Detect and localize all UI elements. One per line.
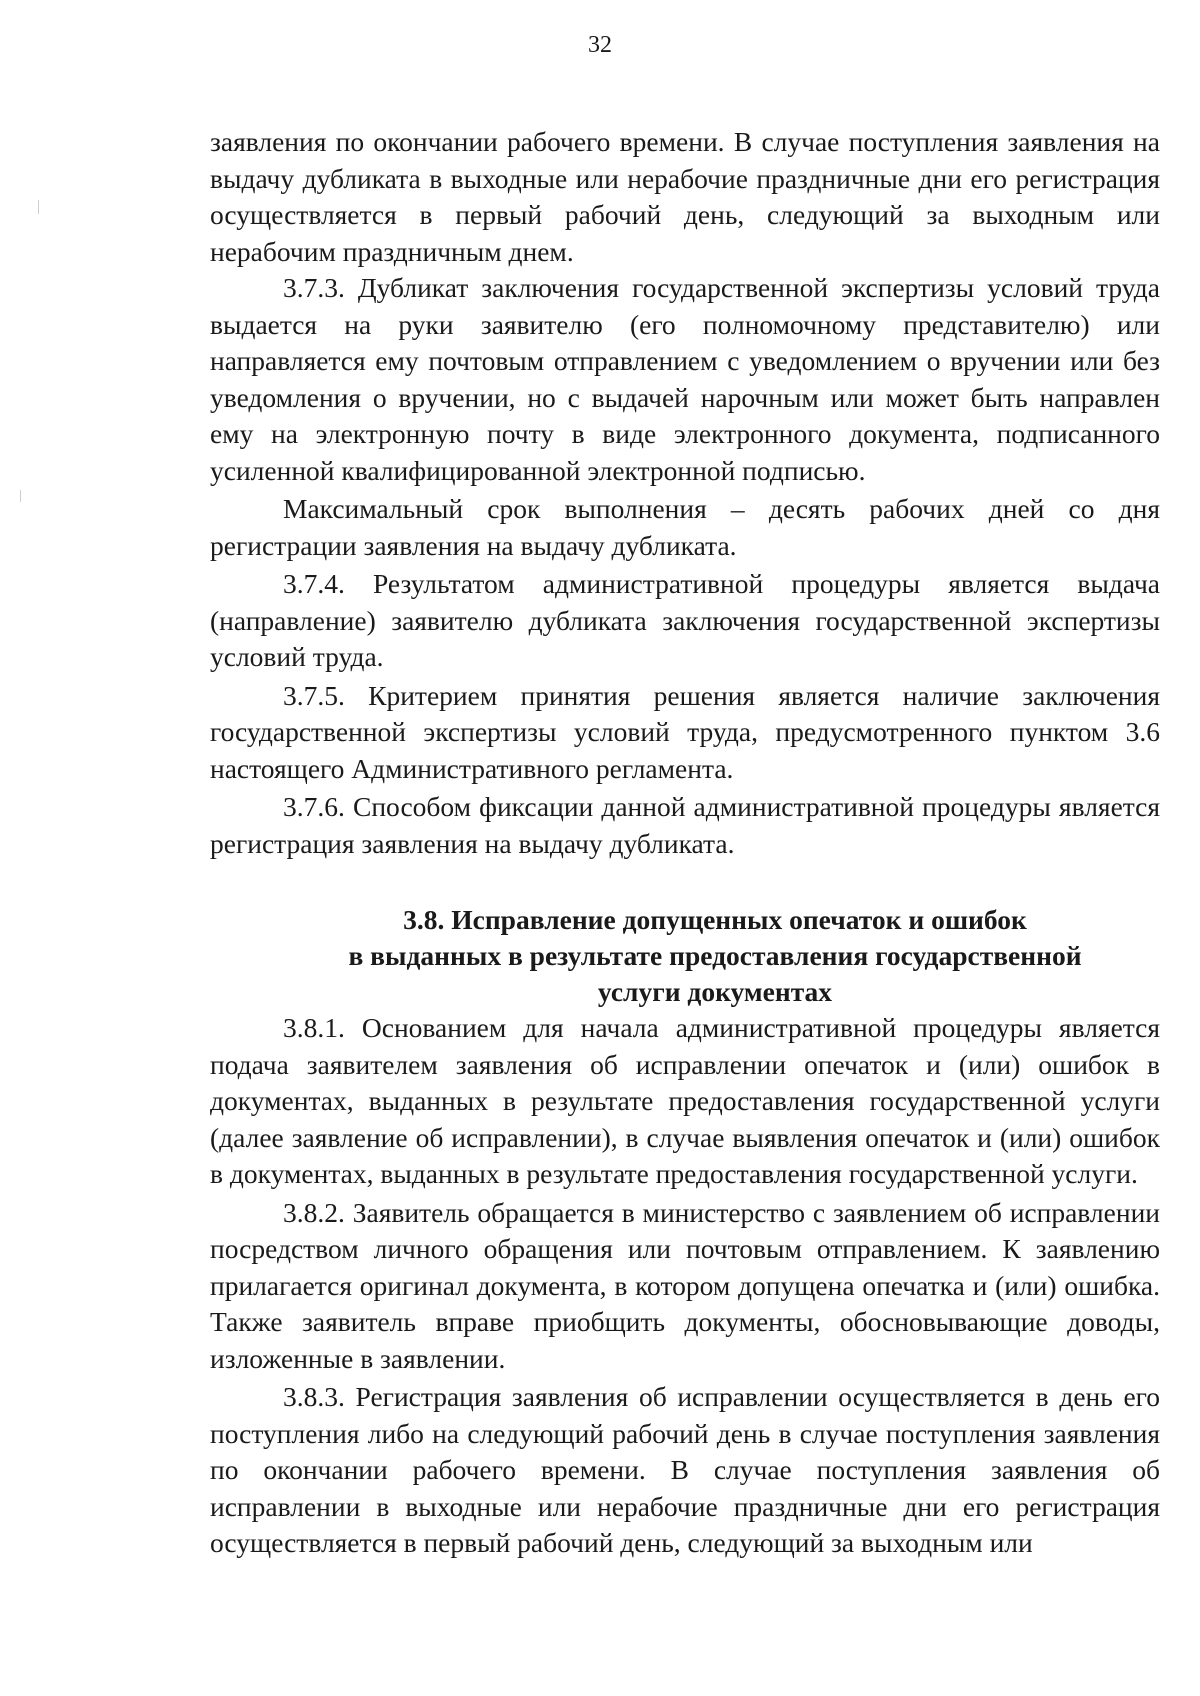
paragraph-3-7-3: 3.7.3. Дубликат заключения государственной экспертизы условий труда выдается на руки заявителю (его полномочному представителю) или направляется ему почтовым отправлением с уведомлением о вручении или без уведомления о вручении, но с выдачей нарочным или может быть направлен ему на электронную почту в виде электронного документа, подписанного усиленной квалифицированной электронной подписью. <box>210 272 1160 486</box>
scan-margin-mark <box>20 490 21 502</box>
paragraph-3-7-5: 3.7.5. Критерием принятия решения является наличие заключения государственной экспертизы условий труда, предусмотренного пунктом 3.6 настоящего Административного регламента. <box>210 679 1160 784</box>
paragraph-max-term: Максимальный срок выполнения – десять рабочих дней со дня регистрации заявления на выдачу дубликата. <box>210 493 1160 561</box>
section-heading-line: в выданных в результате предоставления государственной <box>348 940 1082 971</box>
scan-margin-mark <box>38 200 39 214</box>
paragraph-3-7-4: 3.7.4. Результатом административной процедуры является выдача (направление) заявителю дубликата заключения государственной экспертизы условий труда. <box>210 568 1160 672</box>
section-heading-line: 3.8. Исправление допущенных опечаток и ошибок <box>403 904 1027 935</box>
paragraph-3-8-3: 3.8.3. Регистрация заявления об исправлении осуществляется в день его поступления либо на следующий рабочий день в случае поступления заявления по окончании рабочего времени. В случае поступления заявления об исправлении в выходные или нерабочие праздничные дни его регистрация осуществляется в первый рабочий день, следующий за выходным или <box>210 1381 1160 1558</box>
section-heading-line: услуги документах <box>597 976 833 1007</box>
paragraph-3-7-6: 3.7.6. Способом фиксации данной административной процедуры является регистрация заявления на выдачу дубликата. <box>210 791 1160 859</box>
document-body <box>210 124 1160 1562</box>
paragraph-3-8-1: 3.8.1. Основанием для начала административной процедуры является подача заявителем заявления об исправлении опечаток и (или) ошибок в документах, выданных в результате предоставления государственной услуги (далее заявление об исправлении), в случае выявления опечаток и (или) ошибок в документах, выданных в результате предоставления государственной услуги. <box>210 1012 1160 1189</box>
paragraph-3-8-2: 3.8.2. Заявитель обращается в министерство с заявлением об исправлении посредством личного обращения или почтовым отправлением. К заявлению прилагается оригинал документа, в котором допущена опечатка и (или) ошибка. Также заявитель вправе приобщить документы, обосновывающие доводы, изложенные в заявлении. <box>210 1196 1160 1374</box>
section-heading-3-8 <box>210 902 1160 1010</box>
page-number: 32 <box>588 32 612 58</box>
paragraph-continuation: заявления по окончании рабочего времени. В случае поступления заявления на выдачу дубликата в выходные или нерабочие праздничные дни его регистрация осуществляется в первый рабочий день, следующий за выходным или нерабочим праздничным днем. <box>210 126 1160 267</box>
